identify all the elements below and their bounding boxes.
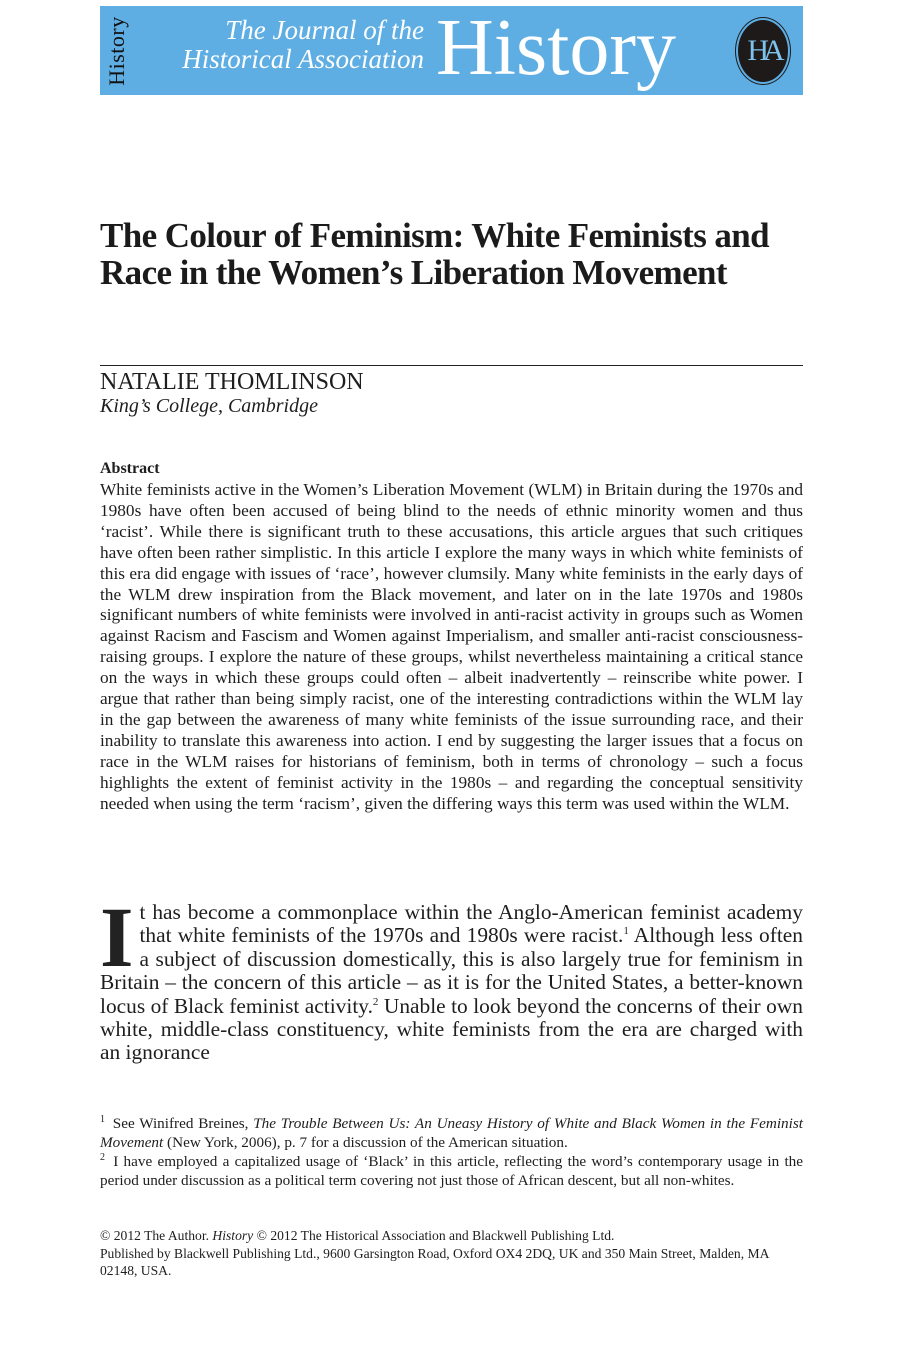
- footnote-2-number: 2: [100, 1152, 105, 1163]
- footnote-1-suffix: (New York, 2006), p. 7 for a discussion of the American situation.: [163, 1134, 568, 1151]
- historical-association-logo-icon: [738, 20, 788, 82]
- banner-spine: [102, 6, 132, 95]
- banner-subtitle-line1: The Journal of the: [225, 15, 424, 45]
- footnote-ref-1[interactable]: 1: [623, 925, 629, 938]
- footnote-1-prefix: See Winifred Breines,: [112, 1115, 254, 1132]
- body-text-part2: Although less often a subject of discussion domestically, this is also largely true for feminism in Britain – the concern of this article – as it is for the United States, a better-known locus of Black feminist activity.: [100, 923, 803, 1018]
- footnote-1-book-title: The Trouble Between Us: An Uneasy History of White and Black Women in the Feminist Movement: [100, 1115, 804, 1151]
- banner-subtitle-line2: Historical Association: [182, 44, 424, 74]
- body-paragraph: [100, 889, 803, 1065]
- abstract-heading: Abstract: [100, 460, 160, 477]
- author-name: NATALIE THOMLINSON: [100, 369, 364, 395]
- journal-banner: [100, 6, 803, 95]
- copyright-journal: History: [212, 1228, 254, 1243]
- body-text-part3: Unable to look beyond the concerns of their own white, middle-class constituency, white feminists from the era are charged with an ignorance: [100, 993, 803, 1065]
- logo-monogram: HA: [747, 34, 779, 67]
- copyright-publisher: © 2012 The Historical Association and Blackwell Publishing Ltd.: [253, 1228, 615, 1243]
- author-affiliation: King’s College, Cambridge: [100, 395, 318, 417]
- copyright-line-1: [100, 1227, 803, 1245]
- journal-title: History: [436, 4, 676, 92]
- spine-title: History: [104, 15, 129, 86]
- drop-cap: I: [100, 889, 134, 985]
- abstract-text: White feminists active in the Women’s Liberation Movement (WLM) in Britain during the 1970s and 1980s have often been accused of being blind to the needs of ethnic minority women and thus ‘racist’. While there is significant truth to these accusations, this article argues that such critiques have often been rather simplistic. In this article I explore the many ways in which white feminists of this era did engage with issues of ‘race’, however clumsily. Many white feminists in the early days of the WLM drew inspiration from the Black movement, and later on in the late 1970s and 1980s significant numbers of white feminists were involved in anti-racist activity in groups such as Women against Racism and Fascism and Women against Imperialism, and smaller anti-racist consciousness-raising groups. I explore the nature of these groups, whilst nevertheless maintaining a critical stance on the ways in which these groups could often – albeit inadvertently – reinscribe white power. I argue that rather than being simply racist, one of the interesting contradictions within the WLM lay in the gap between the awareness of many white feminists of the issue surrounding race, and their inability to translate this awareness into action. I end by suggesting the larger issues that a focus on race in the WLM raises for historians of feminism, both in terms of chronology – such a focus highlights the extent of feminist activity in the 1980s – and regarding the conceptual sensitivity needed when using the term ‘racism’, given the differing ways this term was used within the WLM.: [100, 480, 803, 813]
- title-divider: [100, 365, 803, 366]
- footnotes: [100, 1114, 803, 1190]
- copyright-notice: [100, 1227, 803, 1280]
- footnote-1: [100, 1114, 803, 1152]
- banner-subtitle: [144, 16, 424, 74]
- footnote-1-number: 1: [100, 1114, 105, 1125]
- footnote-2-text: I have employed a capitalized usage of ‘Black’ in this article, reflecting the word’s contemporary usage in the period under discussion as a political term covering not just those of African descent, but all non-whites.: [100, 1153, 803, 1189]
- body-text-part1: t has become a commonplace within the Anglo-American feminist academy that white feminists of the 1970s and 1980s were racist.: [139, 900, 803, 948]
- publisher-address: Published by Blackwell Publishing Ltd., 9600 Garsington Road, Oxford OX4 2DQ, UK and 350 Main Street, Malden, MA 02148, USA.: [100, 1245, 769, 1278]
- copyright-author: © 2012 The Author.: [100, 1228, 213, 1243]
- footnote-ref-2[interactable]: 2: [372, 995, 379, 1008]
- footnote-2: [100, 1152, 803, 1190]
- article-title: The Colour of Feminism: White Feminists and Race in the Women’s Liberation Movement: [100, 216, 770, 292]
